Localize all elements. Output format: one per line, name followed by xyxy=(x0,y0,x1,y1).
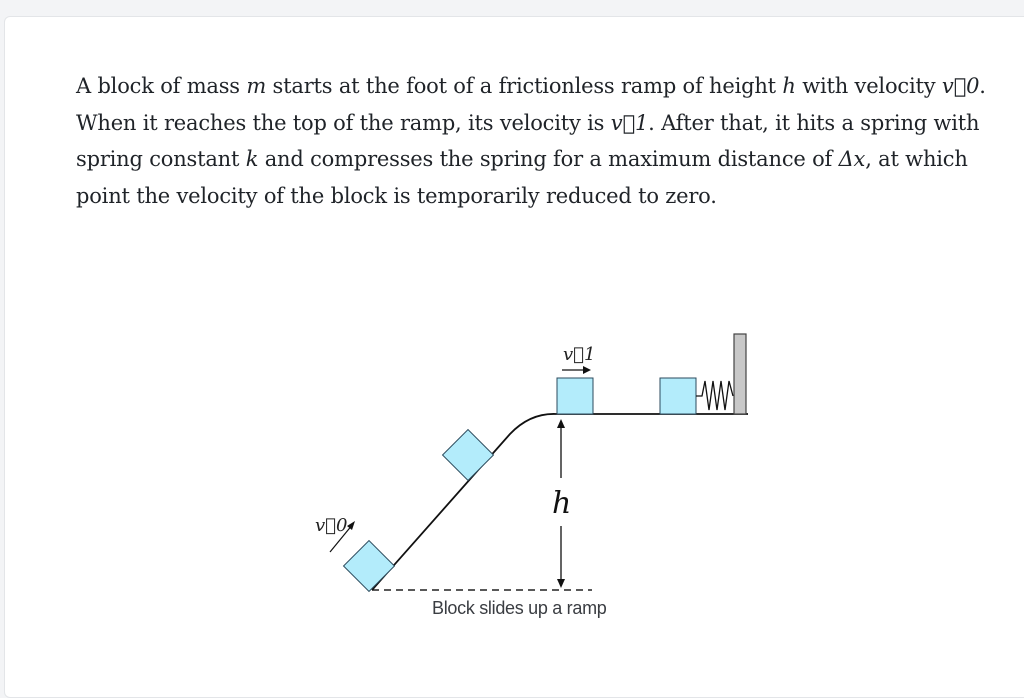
problem-text-part: A block of mass xyxy=(76,74,247,98)
problem-text-part: starts at the foot of a frictionless ramp of height xyxy=(266,74,783,98)
height-arrow-up xyxy=(557,419,565,428)
problem-text-part: and compresses the spring for a maximum distance of xyxy=(258,147,839,171)
label-v1: v⃗1 xyxy=(563,344,596,365)
var-m: m xyxy=(246,74,267,98)
block-top xyxy=(557,378,593,414)
v1-arrowhead xyxy=(583,366,591,374)
var-v1: v⃗1 xyxy=(610,110,649,135)
problem-text-part: with velocity xyxy=(795,74,942,98)
var-delta-x: Δx xyxy=(838,147,866,171)
v0-arrowhead xyxy=(347,521,355,530)
wall xyxy=(734,334,746,414)
block-middle xyxy=(443,430,494,481)
spring xyxy=(696,381,733,410)
label-v0: v⃗0 xyxy=(315,515,348,536)
var-k: k xyxy=(245,147,259,171)
var-h: h xyxy=(782,74,796,98)
label-h: h xyxy=(552,486,572,521)
problem-text-part: . After that, it hits a spring with spring constant xyxy=(76,110,980,171)
height-arrow-down xyxy=(557,579,565,588)
figure-caption: Block slides up a ramp xyxy=(432,598,607,618)
problem-text-part: , at which point the velocity of the block is temporarily reduced to zero. xyxy=(76,147,968,208)
var-v0: v⃗0 xyxy=(941,74,980,98)
block-bottom xyxy=(344,541,395,592)
block-spring xyxy=(660,378,696,414)
problem-text-part: . When it reaches the top of the ramp, its velocity is xyxy=(76,74,986,135)
